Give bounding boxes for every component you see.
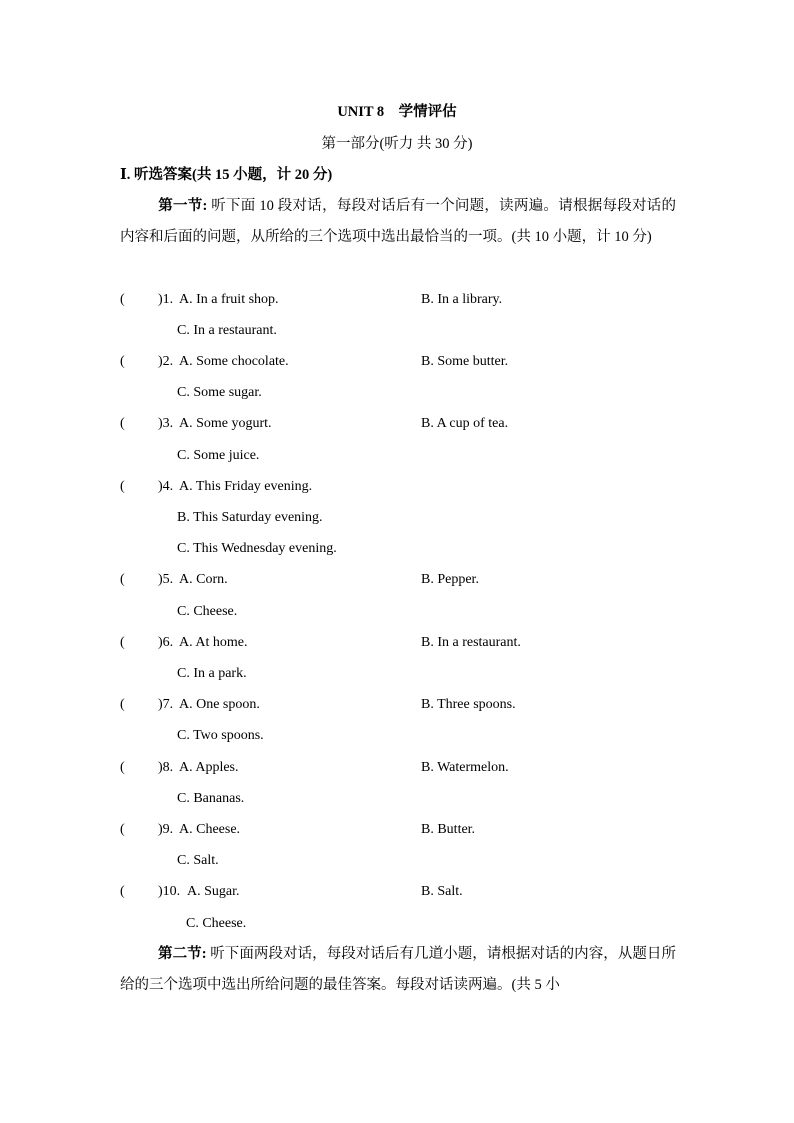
option-b: B. In a library.: [421, 292, 503, 307]
option-c: C. Bananas.: [177, 791, 245, 806]
answer-blank[interactable]: (: [120, 697, 125, 712]
question-number: )7.: [158, 697, 174, 712]
option-b: B. Watermelon.: [421, 760, 509, 775]
answer-blank[interactable]: (: [120, 292, 125, 307]
question-3: [120, 414, 680, 434]
instructions-label: 第一节:: [158, 198, 208, 214]
question-8: [120, 758, 680, 778]
option-a: A. Some chocolate.: [179, 354, 289, 369]
option-c: C. This Wednesday evening.: [177, 541, 337, 556]
instructions-part-2: [120, 939, 676, 1001]
option-a: A. Sugar.: [187, 884, 240, 899]
option-b: B. In a restaurant.: [421, 635, 521, 650]
option-c: C. Salt.: [177, 853, 219, 868]
instructions-part-1: [120, 191, 676, 253]
question-4: [120, 477, 680, 497]
option-a: A. Corn.: [179, 572, 228, 587]
answer-blank[interactable]: (: [120, 479, 125, 494]
question-5: [120, 570, 680, 590]
question-number: )2.: [158, 354, 174, 369]
option-a: A. This Friday evening.: [179, 479, 313, 494]
question-number: )3.: [158, 416, 174, 431]
option-b: B. A cup of tea.: [421, 416, 509, 431]
option-a: A. At home.: [179, 635, 248, 650]
option-a: A. Cheese.: [179, 822, 241, 837]
instructions-text: 听下面 10 段对话，每段对话后有一个问题，读两遍。请根据每段对话的内容和后面的问题，从所给的三个选项中选出最恰当的一项。(共 10 小题，计 10 分): [120, 198, 676, 245]
instructions-text: 听下面两段对话，每段对话后有几道小题，请根据对话的内容，从题日所给的三个选项中选出所给问题的最佳答案。每段对话读两遍。(共 5 小: [120, 946, 676, 993]
answer-blank[interactable]: (: [120, 760, 125, 775]
answer-blank[interactable]: (: [120, 416, 125, 431]
option-a: A. Some yogurt.: [179, 416, 272, 431]
unit-title: UNIT 8 学情评估: [337, 104, 457, 120]
section-heading: Ⅰ. 听选答案(共 15 小题，计 20 分): [120, 167, 333, 183]
option-c: C. Some sugar.: [177, 385, 262, 400]
question-9: [120, 820, 680, 840]
option-c: C. In a restaurant.: [177, 323, 277, 338]
option-b: B. Three spoons.: [421, 697, 516, 712]
question-1: [120, 290, 680, 310]
option-a: A. Apples.: [179, 760, 239, 775]
question-2: [120, 352, 680, 372]
option-c: C. Cheese.: [186, 916, 247, 931]
question-6: [120, 633, 680, 653]
option-c: C. Two spoons.: [177, 728, 264, 743]
option-a: A. In a fruit shop.: [179, 292, 279, 307]
option-b: B. Butter.: [421, 822, 476, 837]
question-7: [120, 695, 680, 715]
option-b: B. Some butter.: [421, 354, 509, 369]
option-c: C. In a park.: [177, 666, 247, 681]
question-number: )8.: [158, 760, 174, 775]
answer-blank[interactable]: (: [120, 635, 125, 650]
answer-blank[interactable]: (: [120, 354, 125, 369]
option-c: C. Cheese.: [177, 604, 238, 619]
option-c: C. Some juice.: [177, 448, 260, 463]
question-number: )1.: [158, 292, 174, 307]
question-number: )9.: [158, 822, 174, 837]
option-a: A. One spoon.: [179, 697, 260, 712]
question-number: )10.: [158, 884, 181, 899]
answer-blank[interactable]: (: [120, 822, 125, 837]
instructions-label: 第二节:: [158, 946, 207, 962]
answer-blank[interactable]: (: [120, 572, 125, 587]
option-b: B. Salt.: [421, 884, 463, 899]
question-number: )4.: [158, 479, 174, 494]
question-number: )6.: [158, 635, 174, 650]
part-heading: 第一部分(听力 共 30 分): [321, 136, 473, 152]
option-b: B. Pepper.: [421, 572, 479, 587]
answer-blank[interactable]: (: [120, 884, 125, 899]
option-b: B. This Saturday evening.: [177, 510, 323, 525]
question-number: )5.: [158, 572, 174, 587]
question-10: [120, 882, 680, 902]
